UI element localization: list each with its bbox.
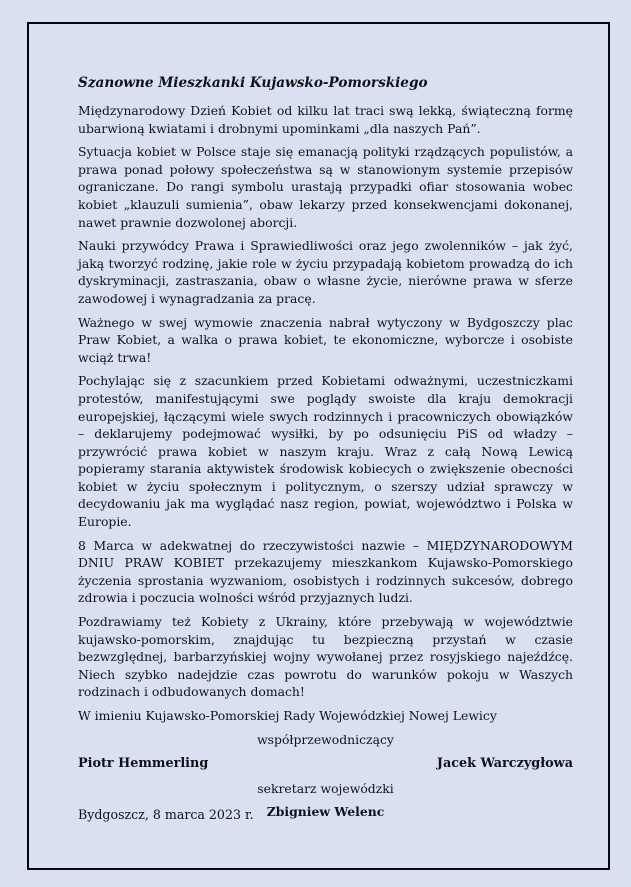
- salutation-heading: Szanowne Mieszkanki Kujawsko-Pomorskiego: [78, 75, 428, 91]
- paragraph-wishes: 8 Marca w adekwatnej do rzeczywistości nazwie – MIĘDZYNARODOWYM DNIU PRAW KOBIET przekazujemy mieszkankom Kujawsko-Pomorskiego życzenia sprostania wyzwaniom, osobistych i rodzinnych sukcesów, dobrego zdrowia i poczucia wolności wśród przyjaznych ludzi.: [78, 537, 573, 606]
- cochair-name-left: Piotr Hemmerling: [78, 756, 209, 772]
- cochair-name-right: Jacek Warczygłowa: [436, 756, 573, 772]
- paragraph-ukraine: Pozdrawiamy też Kobiety z Ukrainy, które przebywają w województwie kujawsko-pomorskim, znajdując tu bezpieczną przystań w czasie bezwzględnej, barbarzyńskiej wojny wywołanej przez rosyjskiego najeźdźcę. Niech szybko nadejdzie czas powrotu do warunków pokoju w Waszych rodzinach i odbudowanych domach!: [78, 614, 573, 700]
- cochair-names-row: [78, 755, 573, 773]
- secretary-name: Zbigniew Welenc: [266, 804, 385, 820]
- dateline: Bydgoszcz, 8 marca 2023 r.: [78, 807, 254, 823]
- paragraph-womens-rights-square: Ważnego w swej wymowie znaczenia nabrał wytyczony w Bydgoszczy plac Praw Kobiet, a walka o prawa kobiet, te ekonomiczne, wyborcze i osobiste wciąż trwa!: [78, 314, 573, 365]
- paragraph-situation: Sytuacja kobiet w Polsce staje się emanacją polityki rządzących populistów, a prawa ponad połowy społeczeństwa są w stanowionym systemie przepisów ograniczane. Do rangi symbolu urastają przypadki ofiar stosowania wobec kobiet „klauzuli sumienia”, obaw lekarzy przed konsekwencjami dokonanej, nawet prawnie dozwolonej aborcji.: [78, 144, 573, 230]
- secretary-role-label: sekretarz wojewódzki: [257, 780, 394, 796]
- paragraph-declaration: Pochylając się z szacunkiem przed Kobietami odważnymi, uczestniczkami protestów, manifestującymi swe poglądy swoiste dla kraju demokracji europejskiej, łączącymi wiele swych rodzinnych i pracowniczych obowiązków – deklarujemy podejmować wysiłki, by po odsunięciu PiS od władzy – przywrócić prawa kobiet w naszym kraju. Wraz z całą Nową Lewicą popieramy starania aktywistek środowisk kobiecych o zwiększenie obecności kobiet w życiu społecznym i politycznym, o szerszy udział sprawczy w decydowaniu jak ma wyglądać nasz region, powiat, województwo i Polska w Europie.: [78, 373, 573, 530]
- paragraph-pis-teachings: Nauki przywódcy Prawa i Sprawiedliwości oraz jego zwolenników – jak żyć, jaką tworzyć rodzinę, jakie role w życiu przypadają kobietom prowadzą do ich dyskryminacji, zastraszania, obaw o własne życie, nierówne prawa w sferze zawodowej i wynagradzania za pracę.: [78, 238, 573, 306]
- cochairs-role-label: współprzewodniczący: [257, 731, 394, 747]
- letter-frame: [27, 22, 610, 870]
- paragraph-intro: Międzynarodowy Dzień Kobiet od kilku lat traci swą lekką, świąteczną formę ubarwioną kwiatami i drobnymi upominkami „dla naszych Pań”.: [78, 103, 573, 136]
- closing-line: W imieniu Kujawsko-Pomorskiej Rady Wojewódzkiej Nowej Lewicy: [78, 708, 497, 723]
